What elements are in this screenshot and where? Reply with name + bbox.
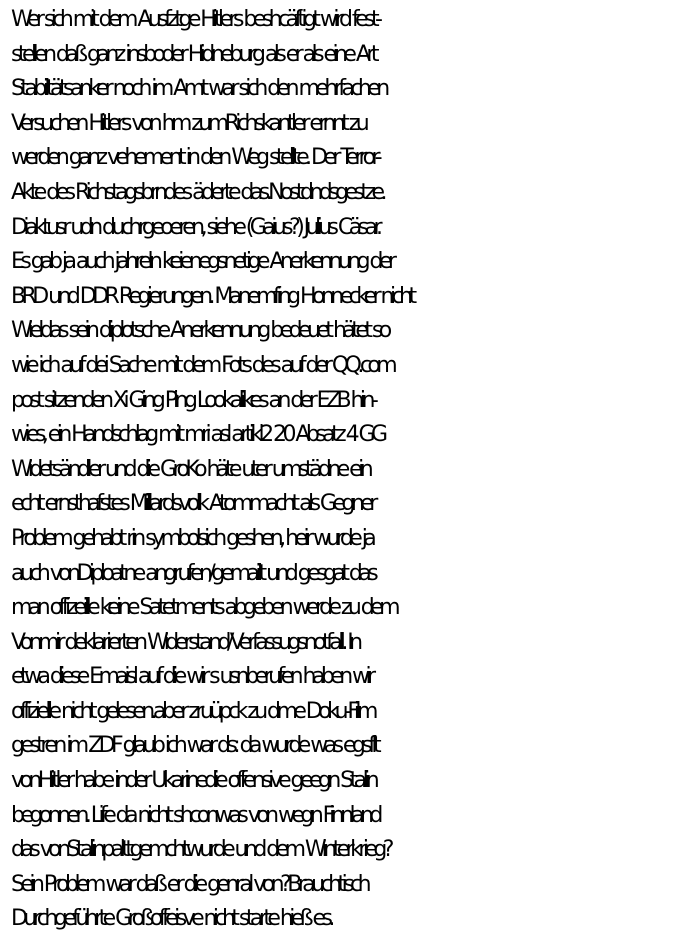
text-line: Sein Problem war daß er die genral von?Brauchtisch [11, 871, 367, 897]
text-line: etwa diese Emaisl auf die wir s usnberufen haben wir [11, 664, 372, 690]
text-line: post sitzenden Xi Ging Ping Lookalikes an der EZB hin- [11, 387, 375, 413]
text-line: begonnen. Life da nicht shconwas von wegn Finnland [11, 802, 379, 828]
text-line: Diaktusr udn duchrgeoeren, siehe (Gaius?) Julius Cäsar. [11, 214, 379, 240]
text-line: echt ernsthafstes Millardsvolk Atommacht als Gegner [11, 491, 374, 517]
text-line: wie ich auf dei Sache mit dem Fots des auf der QQ.com [11, 352, 394, 378]
text-line: gestren im ZDF glaub ich war ds: da wurde was egsflt [11, 733, 378, 759]
text-line: das vonStalinpalttgemchtwurde und dem Winterkrieg? [11, 837, 390, 863]
text-line: auch vonDiploatne angrufen/gemailt und gesgat das [11, 560, 375, 586]
text-line: man offizeille keine Satetments abgeben werde zu dem [11, 595, 397, 621]
text-line: wies, ein Handschlag mit mri asl artikl2 20 Absatz 4 GG [11, 422, 384, 448]
text-line: Versuchen Hitlers von hm zumRichskantler ernnt zu [11, 110, 366, 136]
text-line: werden ganz vehement in den Weg stellte. Der Terror- [11, 145, 378, 171]
text-line: Wieldas sein diplotsche Anerkennung bedeuet hätet so [11, 318, 388, 344]
text-line: BRD und DDR Regierungen. Manemfing Honnecker nicht [11, 283, 413, 309]
text-line: Widetsändler und die GroKo häte uter umstädne ein [11, 456, 370, 482]
text-line: offizielle nicht gelesen.aber zruüpck zu dme Doku-Film [11, 698, 374, 724]
text-line: Vonmir deklarierten Widerstand/Verfassugsnotfall. In [11, 629, 359, 655]
text-line: Problem gehabt rin symbolsich geshen, heir wurde ja [11, 525, 373, 551]
text-line: Akte des Richstagsbrndes äderte das.Nostdndsgestze. [11, 179, 383, 205]
text-line: vonHitler habe inder Ukarinedie offensive geegn Stalin [11, 768, 376, 794]
text-line: Es gab ja auch jahreln keienegsnetige Anerkennung der [11, 249, 393, 275]
text-line: Durchgeführte Großoffeisve nicht starte hieß es. [11, 906, 331, 932]
text-line: stellen daß ganz insboder Hidneburg als er als eine Art [11, 41, 375, 67]
body-text [11, 3, 683, 937]
text-line: Stabiltätsanker noch im Amt war sich den mehrfachen [11, 76, 386, 102]
text-line: Wer sich mit dem Ausfztge Hitlers beshcäftigt wird fest- [11, 7, 379, 32]
